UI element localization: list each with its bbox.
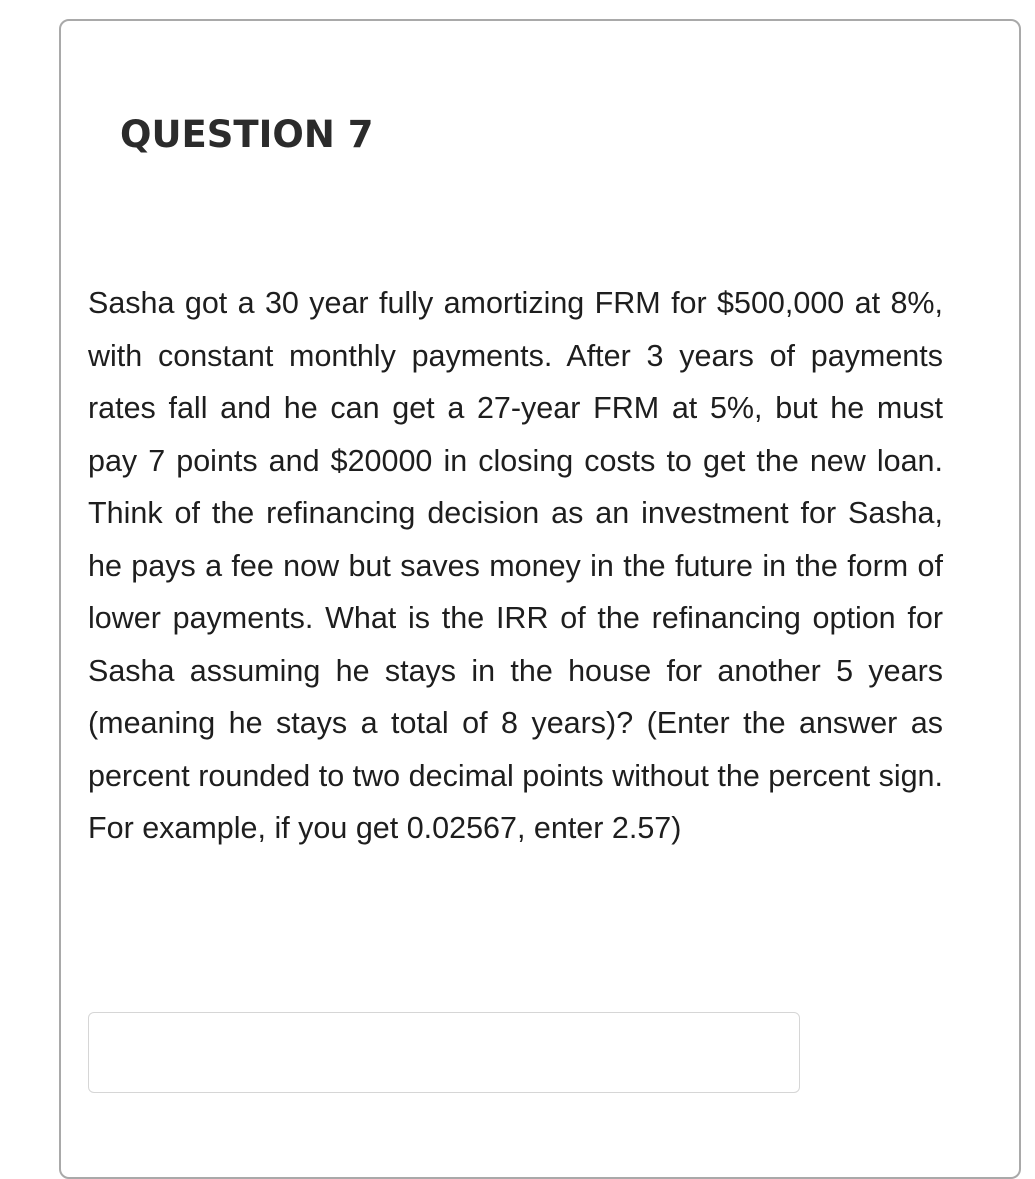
question-title: QUESTION 7	[120, 113, 374, 156]
answer-input[interactable]	[88, 1012, 800, 1093]
question-card	[59, 19, 1021, 1179]
question-text: Sasha got a 30 year fully amortizing FRM for $500,000 at 8%, with constant monthly payments. After 3 years of payments rates fall and he can get a 27-year FRM at 5%, but he must pay 7 points and $20000 in closing costs to get the new loan. Think of the refinancing decision as an investment for Sasha, he pays a fee now but saves money in the future in the form of lower payments. What is the IRR of the refinancing option for Sasha assuming he stays in the house for another 5 years (meaning he stays a total of 8 years)? (Enter the answer as percent rounded to two decimal points without the percent sign. For example, if you get 0.02567, enter 2.57)	[88, 286, 943, 845]
